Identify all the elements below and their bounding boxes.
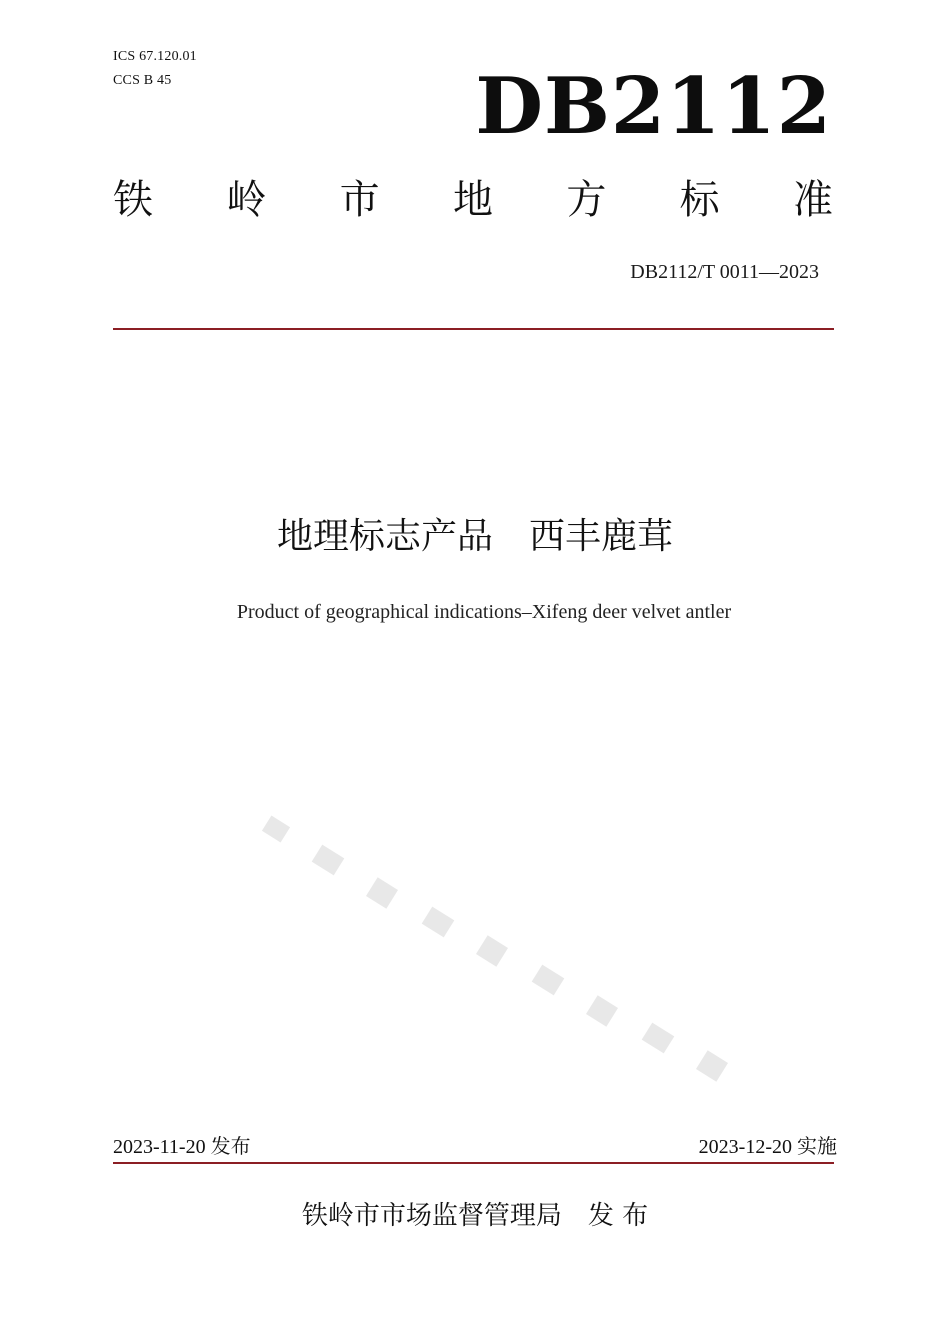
bottom-divider	[113, 1162, 834, 1164]
standard-type-char: 地	[452, 177, 493, 223]
standard-type-char: 铁	[113, 177, 153, 223]
top-divider	[113, 328, 834, 330]
ics-code: ICS 67.120.01	[113, 49, 197, 64]
standard-type-char: 标	[679, 177, 720, 223]
publisher: 铁岭市市场监督管理局 发 布	[301, 1201, 649, 1231]
document-title-chinese: 地理标志产品 西丰鹿茸	[276, 516, 673, 557]
ccs-code: CCS B 45	[113, 73, 172, 88]
standard-type-char: 准	[792, 177, 833, 223]
standard-type-char: 市	[339, 177, 380, 223]
implementation-date: 2023-12-20 实施	[698, 1136, 837, 1158]
standard-type-heading	[113, 172, 833, 228]
standard-logo: DB2112	[475, 61, 832, 152]
standard-type-char: 岭	[226, 177, 267, 223]
issue-date: 2023-11-20 发布	[113, 1136, 251, 1158]
watermark-stamp	[255, 800, 775, 1100]
document-number: DB2112/T 0011—2023	[630, 261, 819, 283]
standard-type-char: 方	[566, 177, 607, 223]
document-title-english: Product of geographical indications–Xifeng deer velvet antler	[236, 601, 732, 623]
